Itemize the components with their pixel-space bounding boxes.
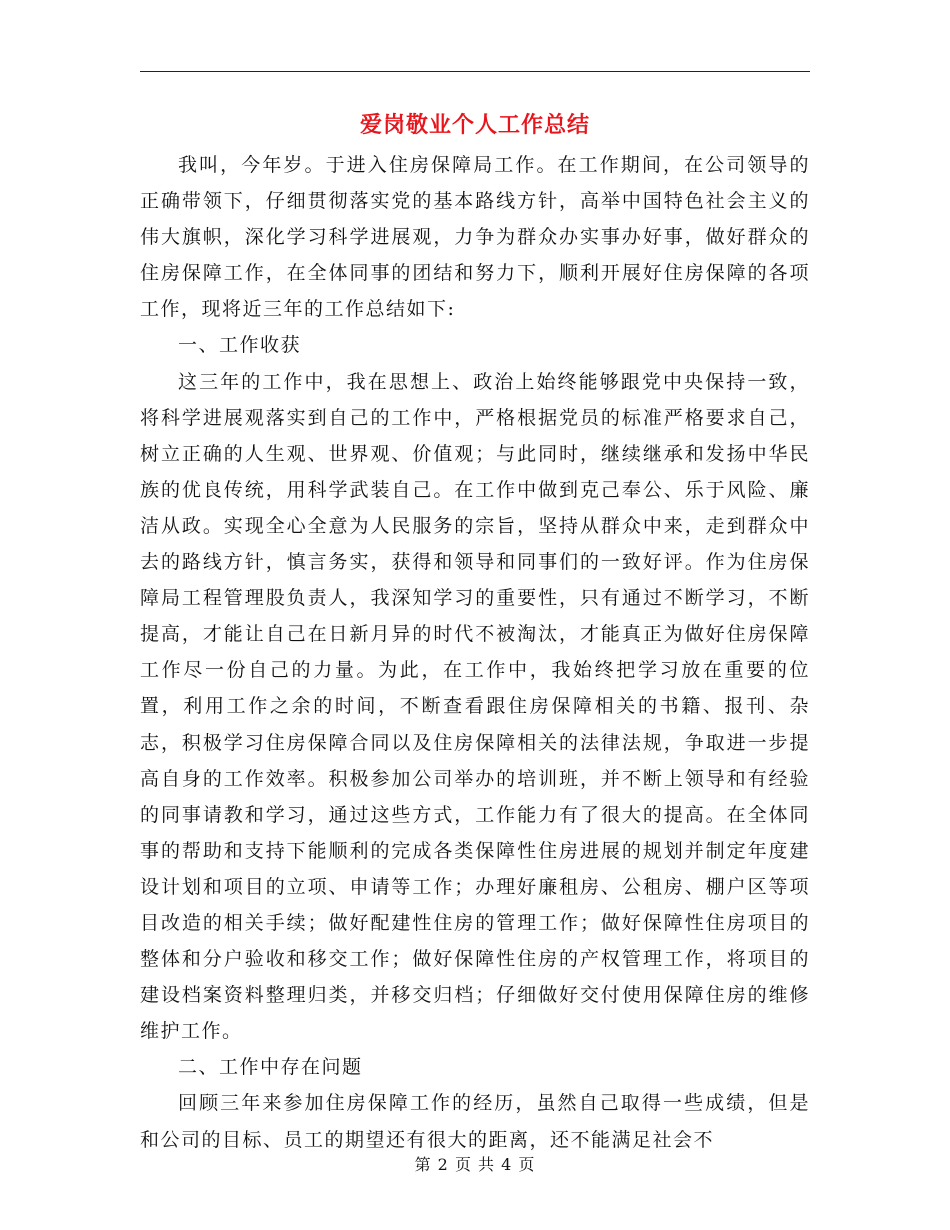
paragraph-intro: 我叫，今年岁。于进入住房保障局工作。在工作期间，在公司领导的正确带领下，仔细贯彻落实党的基本路线方针，高举中国特色社会主义的伟大旗帜，深化学习科学进展观，力争为群众办实事办好事，做好群众的住房保障工作，在全体同事的团结和努力下，顺利开展好住房保障的各项工作，现将近三年的工作总结如下:	[140, 154, 810, 321]
page-footer	[0, 1153, 950, 1177]
section-heading-problems: 二、工作中存在问题	[178, 1056, 363, 1079]
paragraph-achievements: 这三年的工作中，我在思想上、政治上始终能够跟党中央保持一致，将科学进展观落实到自己的工作中，严格根据党员的标准严格要求自己，树立正确的人生观、世界观、价值观；与此同时，继续继承和发扬中华民族的优良传统，用科学武装自己。在工作中做到克己奉公、乐于风险、廉洁从政。实现全心全意为人民服务的宗旨，坚持从群众中来，走到群众中去的路线方针，慎言务实，获得和领导和同事们的一致好评。作为住房保障局工程管理股负责人，我深知学习的重要性，只有通过不断学习，不断提高，才能让自己在日新月异的时代不被淘汰，才能真正为做好住房保障工作尽一份自己的力量。为此，在工作中，我始终把学习放在重要的位置，利用工作之余的时间，不断查看跟住房保障相关的书籍、报刊、杂志，积极学习住房保障合同以及住房保障相关的法律法规，争取进一步提高自身的工作效率。积极参加公司举办的培训班，并不断上领导和有经验的同事请教和学习，通过这些方式，工作能力有了很大的提高。在全体同事的帮助和支持下能顺利的完成各类保障性住房进展的规划并制定年度建设计划和项目的立项、申请等工作；办理好廉租房、公租房、棚户区等项目改造的相关手续；做好配建性住房的管理工作；做好保障性住房项目的整体和分户验收和移交工作；做好保障性住房的产权管理工作，将项目的建设档案资料整理归类，并移交归档；仔细做好交付使用保障住房的维修维护工作。	[140, 370, 810, 1043]
current-page-number: 2	[437, 1155, 449, 1174]
document-body	[140, 147, 810, 1158]
section-heading-achievements: 一、工作收获	[178, 334, 302, 357]
header-rule	[140, 71, 810, 72]
paragraph-problems: 回顾三年来参加住房保障工作的经历，虽然自己取得一些成绩，但是和公司的目标、员工的期望还有很大的距离，还不能满足社会不	[140, 1092, 810, 1151]
page-label-prefix: 第	[414, 1155, 432, 1174]
total-page-number: 4	[501, 1155, 513, 1174]
document-title: 爱岗敬业个人工作总结	[359, 112, 590, 138]
page-label-suffix: 页	[518, 1155, 536, 1174]
page-label-mid: 页 共	[454, 1155, 496, 1174]
